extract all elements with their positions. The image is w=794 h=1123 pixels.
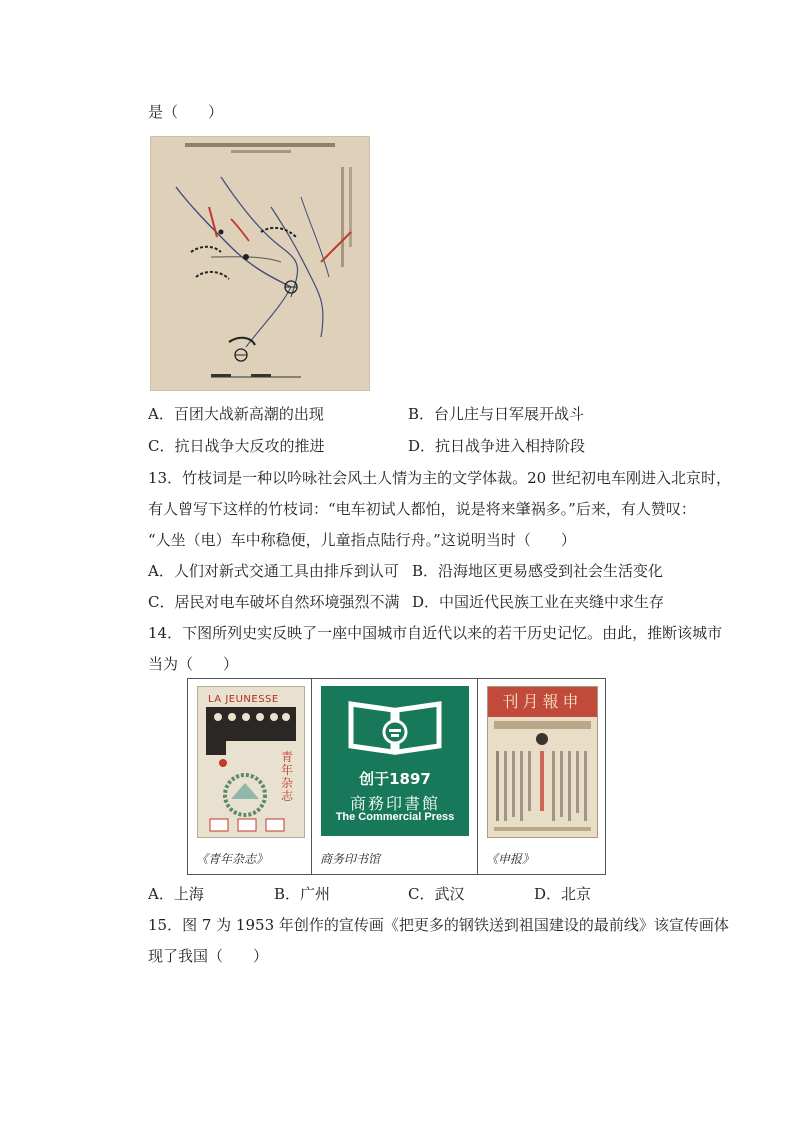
q14-image-table xyxy=(187,678,606,875)
option-text: 北京 xyxy=(561,885,592,903)
q14-option-c xyxy=(408,884,465,904)
option-label: A． xyxy=(148,562,174,580)
option-text: 中国近代民族工业在夹缝中求生存 xyxy=(439,593,665,611)
option-text: 百团大战新高潮的出现 xyxy=(173,405,324,423)
q15-stem-line-2: 现了我国（ ） xyxy=(148,947,269,965)
q14-option-a xyxy=(148,884,204,904)
commercial-press-cell xyxy=(311,679,477,874)
battle-map-image xyxy=(150,136,370,391)
open-book-icon xyxy=(321,686,469,766)
magazine-caption: 《青年杂志》 xyxy=(196,852,269,866)
option-text: 抗日战争大反攻的推进 xyxy=(174,437,325,455)
q14-stem-line-1: 14．下图所列史实反映了一座中国城市自近代以来的若干历史记忆。由此，推断该城市 xyxy=(148,624,723,642)
commercial-press-caption: 商务印书馆 xyxy=(320,852,381,866)
q12-option-d xyxy=(408,436,585,456)
magazine-vertical-title: 青年杂志 xyxy=(280,750,293,803)
q15-stem-line-1: 15．图 7 为 1953 年创作的宣传画《把更多的钢铁送到祖国建设的最前线》该宣传画体 xyxy=(148,916,729,934)
commercial-press-logo xyxy=(321,686,469,836)
option-text: 上海 xyxy=(173,885,204,903)
option-text: 沿海地区更易感受到社会生活变化 xyxy=(438,562,664,580)
magazine-title: LA JEUNESSE xyxy=(208,694,279,705)
shenbao-monthly-cover xyxy=(487,686,598,838)
option-text: 台儿庄与日军展开战斗 xyxy=(434,405,585,423)
press-name-en: The Commercial Press xyxy=(335,811,455,823)
q14-option-d xyxy=(534,884,591,904)
q13-option-a xyxy=(148,561,399,581)
shenbao-caption: 《申报》 xyxy=(486,852,535,866)
press-name-cn: 商務印書館 xyxy=(349,794,440,813)
founding-year-text: 创于1897 xyxy=(359,770,431,788)
battle-map-drawing xyxy=(151,137,369,390)
option-text: 武汉 xyxy=(434,885,465,903)
q13-stem-line-1: 13．竹枝词是一种以吟咏社会风土人情为主的文学体裁。20 世纪初电车刚进入北京时， xyxy=(148,469,731,487)
q12-option-c xyxy=(148,436,325,456)
q14-option-b xyxy=(274,884,330,904)
option-label: A． xyxy=(148,405,174,423)
shenbao-cell xyxy=(477,679,605,874)
option-label: D． xyxy=(408,437,436,455)
option-label: B． xyxy=(412,562,439,580)
option-text: 居民对电车破坏自然环境强烈不满 xyxy=(174,593,400,611)
option-label: A． xyxy=(148,885,174,903)
option-text: 广州 xyxy=(300,885,331,903)
option-label: B． xyxy=(408,405,435,423)
q13-option-b xyxy=(412,561,663,581)
la-jeunesse-cover xyxy=(197,686,305,838)
q14-stem-line-2: 当为（ ） xyxy=(148,655,239,673)
q12-stem-tail: 是（ ） xyxy=(148,103,224,121)
option-label: C． xyxy=(408,885,435,903)
q13-option-d xyxy=(412,592,664,612)
option-label: C． xyxy=(148,437,175,455)
q12-option-b xyxy=(408,404,584,424)
option-label: C． xyxy=(148,593,175,611)
option-label: D． xyxy=(412,593,440,611)
magazine-cell xyxy=(188,679,311,874)
q13-stem-line-3: “人坐（电）车中称稳便，儿童指点陆行舟。”这说明当时（ ） xyxy=(148,531,576,549)
q13-stem-line-2: 有人曾写下这样的竹枝词：“电车初试人都怕，说是将来肇祸多。”后来，有人赞叹： xyxy=(148,500,696,518)
shenbao-contents-drawing xyxy=(488,717,597,837)
q12-option-a xyxy=(148,404,324,424)
option-text: 抗日战争进入相持阶段 xyxy=(435,437,586,455)
shenbao-masthead: 刊月報申 xyxy=(488,687,597,717)
option-label: D． xyxy=(534,885,562,903)
option-label: B． xyxy=(274,885,301,903)
q13-option-c xyxy=(148,592,400,612)
option-text: 人们对新式交通工具由排斥到认可 xyxy=(173,562,399,580)
